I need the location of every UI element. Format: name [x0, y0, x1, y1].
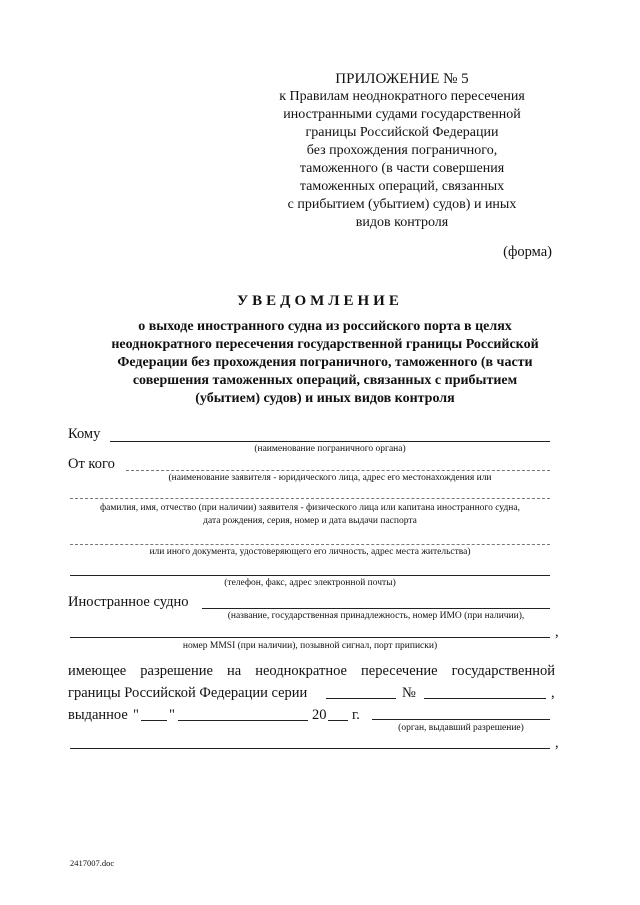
to-field[interactable]: [110, 441, 550, 442]
vessel-hint-1: (название, государственная принадлежность, номер ИМО (при наличии),: [227, 611, 525, 621]
vessel-hint-2: номер MMSI (при наличии), позывной сигнал, порт приписки): [182, 641, 438, 651]
from-field-4[interactable]: [70, 575, 550, 576]
permit-series-field[interactable]: [326, 698, 396, 699]
quote-open: ": [133, 707, 139, 723]
quote-close: ": [169, 707, 175, 723]
from-field-1[interactable]: [126, 470, 550, 471]
issued-label: выданное: [68, 707, 128, 723]
appendix-line: видов контроля: [355, 215, 449, 230]
permit-number-field[interactable]: [424, 698, 546, 699]
subheading-line: (убытием) судов) и иных видов контроля: [195, 391, 455, 406]
from-hint-2b: дата рождения, серия, номер и дата выдачи паспорта: [203, 516, 417, 526]
form-label: (форма): [503, 244, 552, 260]
permit-number-sign: №: [402, 685, 416, 701]
from-field-3[interactable]: [70, 544, 550, 545]
from-field-2[interactable]: [70, 498, 550, 499]
comma: ,: [555, 624, 559, 640]
year-prefix: 20: [312, 707, 327, 723]
to-hint: (наименование пограничного органа): [254, 444, 406, 454]
appendix-line: таможенных операций, связанных: [299, 179, 505, 194]
appendix-line: границы Российской Федерации: [305, 125, 499, 140]
issuer-field-2[interactable]: [70, 748, 550, 749]
comma: ,: [551, 685, 555, 701]
vessel-field-1[interactable]: [202, 608, 550, 609]
comma: ,: [555, 735, 559, 751]
from-hint-3: или иного документа, удостоверяющего его личность, адрес места жительства): [149, 547, 471, 557]
issuer-hint: (орган, выдавший разрешение): [398, 723, 524, 733]
subheading-line: о выходе иностранного судна из российского порта в целях: [138, 319, 512, 334]
from-hint-4: (телефон, факс, адрес электронной почты): [224, 578, 396, 588]
vessel-label: Иностранное судно: [68, 594, 189, 610]
appendix-line: иностранными судами государственной: [283, 107, 521, 122]
document-heading: УВЕДОМЛЕНИЕ: [237, 293, 403, 309]
issued-month-field[interactable]: [178, 720, 308, 721]
permit-series-label: границы Российской Федерации серии: [68, 685, 308, 701]
permit-line-1: имеющее разрешение на неоднократное пересечение государственной: [68, 663, 555, 679]
subheading-line: неоднократного пересечения государственной границы Российской: [111, 337, 539, 352]
from-hint-1: (наименование заявителя - юридического лица, адрес его местонахождения или: [168, 473, 492, 483]
issued-day-field[interactable]: [141, 720, 167, 721]
year-suffix: г.: [352, 707, 360, 723]
from-hint-2a: фамилия, имя, отчество (при наличии) заявителя - физического лица или капитана иностранного судна,: [100, 503, 520, 513]
subheading-line: Федерации без прохождения пограничного, таможенного (в части: [117, 355, 533, 370]
subheading-line: совершения таможенных операций, связанных с прибытием: [132, 373, 518, 388]
appendix-line: с прибытием (убытием) судов) и иных: [287, 197, 517, 212]
footer-filename: 2417007.doc: [70, 858, 115, 868]
to-label: Кому: [68, 426, 101, 442]
appendix-line: к Правилам неоднократного пересечения: [279, 89, 525, 104]
document-subheading: [100, 318, 550, 408]
vessel-field-2[interactable]: [70, 637, 550, 638]
appendix-title: ПРИЛОЖЕНИЕ № 5: [335, 71, 469, 87]
issued-year-field[interactable]: [328, 720, 348, 721]
issuer-field-1[interactable]: [372, 719, 550, 720]
appendix-block: [252, 70, 552, 232]
from-label: От кого: [68, 456, 115, 472]
appendix-line: таможенного (в части совершения: [299, 161, 505, 176]
appendix-line: без прохождения пограничного,: [306, 143, 498, 158]
